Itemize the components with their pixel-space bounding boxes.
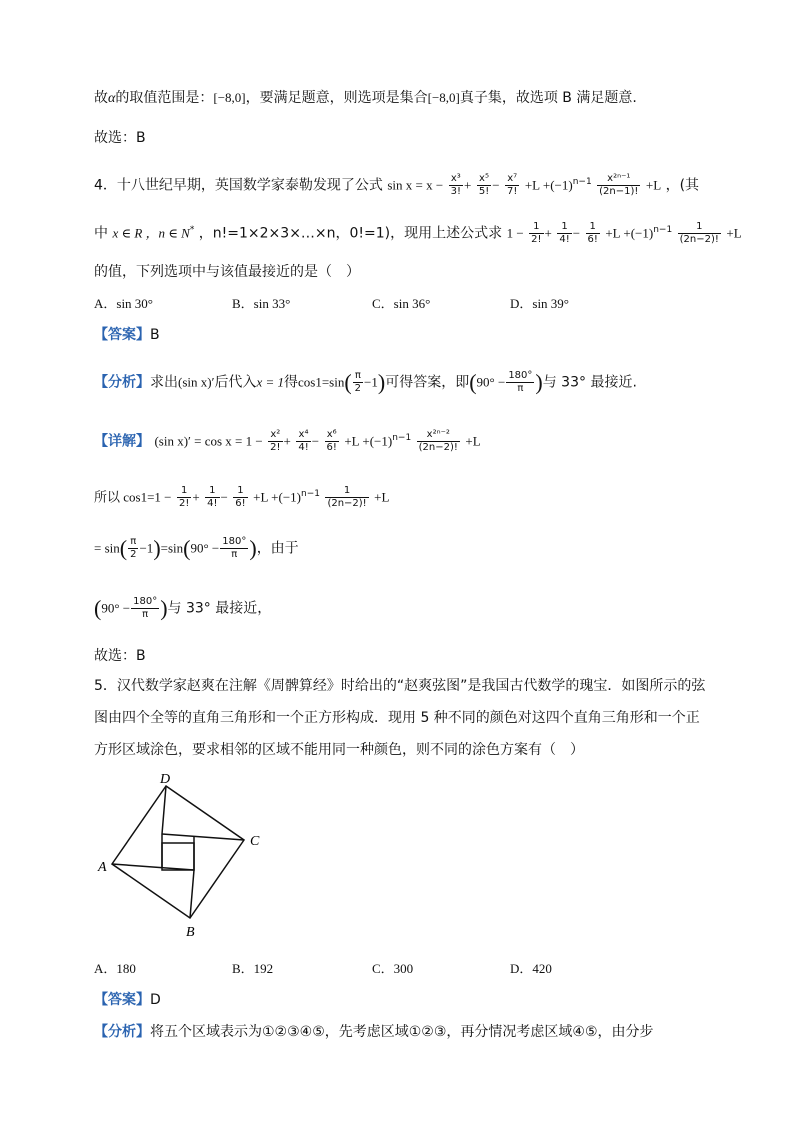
question-4-line-1: 4．十八世纪早期，英国数学家泰勒发现了公式 sin x = x − $\frac{\text{x³}}{3!}$ + $\frac{\text{x⁵}}{5!}$ − $\frac{\text{x⁷}}{7!}$ $+L +(-1)^{n-1}$ $\frac{\text{x²ⁿ⁻¹}}{(2n-1)!}$ +L ，(其	[94, 173, 700, 198]
option-5d[interactable]: D．420	[510, 961, 552, 976]
question-5-line-1: 5．汉代数学家赵爽在注解《周髀算经》时给出的“赵爽弦图”是我国古代数学的瑰宝．如图所示的弦	[94, 678, 706, 694]
option-a[interactable]: A．sin 30°	[94, 296, 154, 311]
option-c[interactable]: C．sin 36°	[372, 296, 431, 311]
question-4-line-2: 中 x ∈ R ，n ∈ N* ，n!=1×2×3×…×n，0!=1)，现用上述公式求 1 − $\frac{1}{2!}$ + $\frac{1}{4!}$ − $\frac{1}{6!}$ $+L +(-1)^{n-1}$ $\frac{1}{(2n-2)!}$ +L	[94, 221, 742, 246]
segment-d	[162, 786, 166, 834]
answer-5: 【答案】D	[94, 992, 161, 1008]
derivation-so: 所以 cos1=1 − $\frac{1}{2!}$ + $\frac{1}{4!}$ − $\frac{1}{6!}$ $+L +(-1)^{n-1}$ $\frac{1}{(2n-2)!}$ +L	[94, 485, 390, 510]
segment-c	[162, 834, 244, 840]
analysis-5: 【分析】将五个区域表示为①②③④⑤，先考虑区域①②③，再分情况考虑区域④⑤，由分步	[94, 1024, 654, 1040]
option-5c[interactable]: C．300	[372, 961, 414, 976]
detail-4: 【详解】 (sin x)′ = cos x = 1 − $\frac{\text{x²}}{2!}$ + $\frac{\text{x⁴}}{4!}$ − $\frac{\text{x⁶}}{6!}$ $+L +(-1)^{n-1}$ $\frac{\text{x²ⁿ⁻²}}{(2n-2)!}$ +L	[94, 429, 481, 454]
segment-b	[190, 870, 194, 918]
label-d: D	[160, 772, 171, 787]
question-4-line-3: 的值，下列选项中与该值最接近的是（ ）	[94, 264, 360, 280]
segment-a	[112, 864, 194, 870]
selection-line: 故选：B	[94, 130, 146, 146]
option-d[interactable]: D．sin 39°	[510, 296, 570, 311]
option-5b[interactable]: B．192	[232, 961, 274, 976]
label-b: B	[186, 925, 195, 940]
inner-square	[162, 843, 194, 870]
answer-4: 【答案】B	[94, 327, 160, 343]
question-5-line-3: 方形区域涂色，要求相邻的区域不能用同一种颜色，则不同的涂色方案有（ ）	[94, 742, 584, 758]
text-line-range: 故α的取值范围是：[−8,0]，要满足题意，则选项是集合[−8,0]真子集，故选项 B 满足题意.	[94, 90, 637, 106]
derivation-eq: = sin( $\frac{\pi}{2}$ −1)=sin(90° − $\frac{180^\circ}{\pi}$ )，由于	[94, 535, 299, 561]
question-5-line-2: 图由四个全等的直角三角形和一个正方形构成．现用 5 种不同的颜色对这四个直角三角形和一个正	[94, 710, 700, 726]
option-5a[interactable]: A．180	[94, 961, 136, 976]
analysis-4: 【分析】求出(sin x)′后代入x = 1得cos1=sin( $\frac{\pi}{2}$ −1)可得答案，即(90° − $\frac{180^\circ}{\pi}$ )与 33° 最接近.	[94, 369, 637, 395]
derivation-compare: (90° − $\frac{180^\circ}{\pi}$ )与 33° 最接近，	[94, 595, 272, 621]
selection-4: 故选：B	[94, 648, 146, 664]
label-a: A	[98, 860, 107, 875]
zhao-shuang-diagram	[94, 770, 274, 950]
outer-square	[112, 786, 244, 918]
option-b[interactable]: B．sin 33°	[232, 296, 291, 311]
label-c: C	[250, 834, 260, 849]
